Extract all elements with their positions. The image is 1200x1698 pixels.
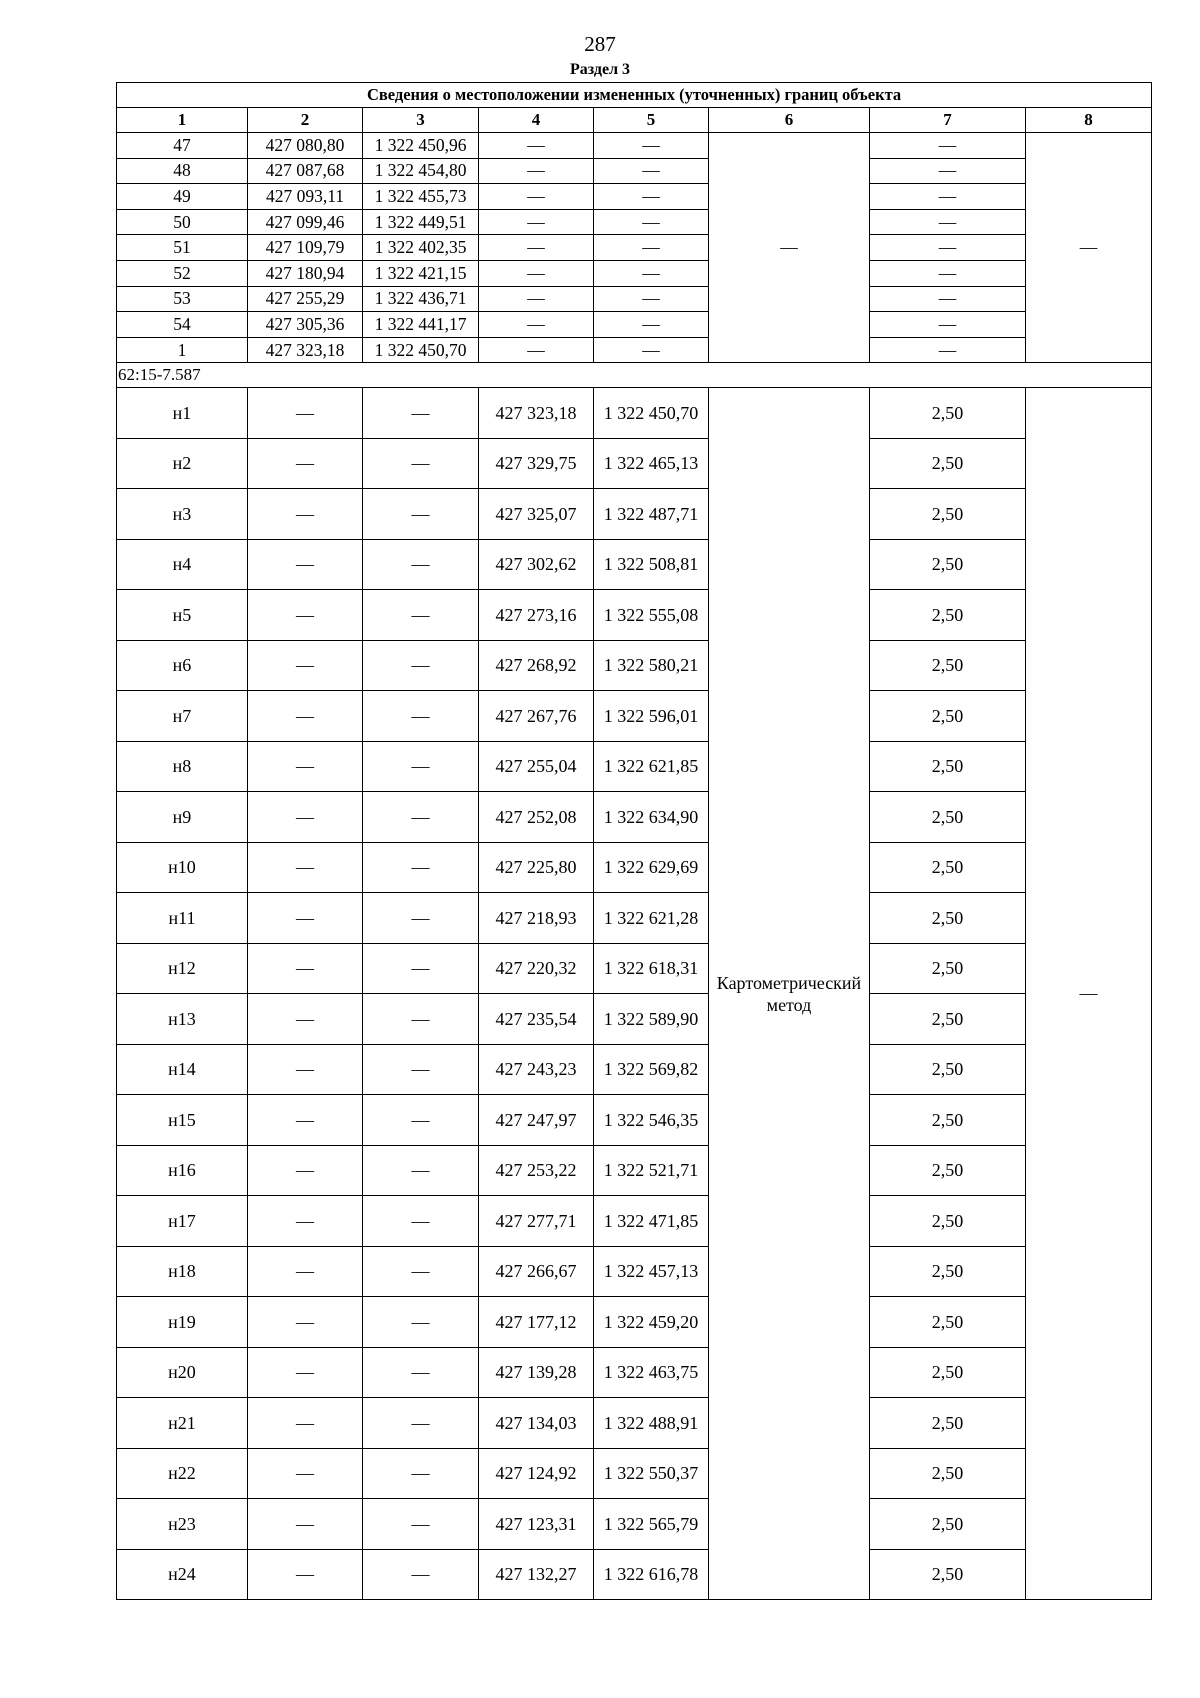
table-row (117, 994, 1152, 1045)
accuracy-cell: 2,50 (870, 994, 1026, 1045)
point-number-cell: 53 (117, 286, 248, 312)
existing-x-cell: — (248, 792, 363, 843)
table-row (117, 388, 1152, 439)
table-row (117, 1145, 1152, 1196)
point-number-cell: н4 (117, 539, 248, 590)
existing-x-cell: — (248, 1398, 363, 1449)
new-x-cell: 427 139,28 (479, 1347, 594, 1398)
existing-x-cell: — (248, 1549, 363, 1600)
existing-y-cell: — (363, 1297, 479, 1348)
new-y-cell: 1 322 465,13 (594, 438, 709, 489)
table-row (117, 438, 1152, 489)
accuracy-cell: 2,50 (870, 1398, 1026, 1449)
existing-y-cell: — (363, 1448, 479, 1499)
description-cell: — (1026, 388, 1152, 1600)
point-number-cell: н11 (117, 893, 248, 944)
accuracy-cell: 2,50 (870, 640, 1026, 691)
accuracy-cell: 2,50 (870, 489, 1026, 540)
table-row (117, 640, 1152, 691)
point-number-cell: н23 (117, 1499, 248, 1550)
existing-y-cell: — (363, 943, 479, 994)
point-number-cell: н13 (117, 994, 248, 1045)
method-cell: Картометрический метод (709, 388, 870, 1600)
existing-x-cell: — (248, 1044, 363, 1095)
new-y-cell: — (594, 235, 709, 261)
column-header: 8 (1026, 108, 1152, 133)
new-y-cell: — (594, 209, 709, 235)
new-y-cell: — (594, 133, 709, 159)
accuracy-cell: 2,50 (870, 1347, 1026, 1398)
column-header: 4 (479, 108, 594, 133)
new-x-cell: — (479, 209, 594, 235)
new-x-cell: 427 323,18 (479, 388, 594, 439)
existing-x-cell: — (248, 994, 363, 1045)
existing-y-cell: — (363, 842, 479, 893)
new-x-cell: 427 218,93 (479, 893, 594, 944)
new-y-cell: 1 322 546,35 (594, 1095, 709, 1146)
table-row (117, 1095, 1152, 1146)
new-y-cell: — (594, 312, 709, 338)
new-y-cell: 1 322 616,78 (594, 1549, 709, 1600)
point-number-cell: 54 (117, 312, 248, 338)
existing-y-cell: — (363, 893, 479, 944)
new-x-cell: 427 247,97 (479, 1095, 594, 1146)
new-x-cell: 427 255,04 (479, 741, 594, 792)
accuracy-cell: 2,50 (870, 792, 1026, 843)
table-row (117, 691, 1152, 742)
existing-y-cell: — (363, 590, 479, 641)
existing-y-cell: — (363, 1398, 479, 1449)
point-number-cell: н2 (117, 438, 248, 489)
new-y-cell: 1 322 555,08 (594, 590, 709, 641)
new-x-cell: — (479, 184, 594, 210)
existing-x-cell: 427 087,68 (248, 158, 363, 184)
new-y-cell: 1 322 508,81 (594, 539, 709, 590)
point-number-cell: 50 (117, 209, 248, 235)
method-cell: — (709, 133, 870, 363)
accuracy-cell: 2,50 (870, 943, 1026, 994)
new-y-cell: 1 322 521,71 (594, 1145, 709, 1196)
point-number-cell: н14 (117, 1044, 248, 1095)
accuracy-cell: — (870, 337, 1026, 363)
new-x-cell: 427 177,12 (479, 1297, 594, 1348)
accuracy-cell: — (870, 235, 1026, 261)
accuracy-cell: — (870, 133, 1026, 159)
table-row (117, 590, 1152, 641)
new-y-cell: 1 322 450,70 (594, 388, 709, 439)
new-y-cell: — (594, 158, 709, 184)
existing-x-cell: 427 080,80 (248, 133, 363, 159)
new-y-cell: 1 322 550,37 (594, 1448, 709, 1499)
existing-y-cell: — (363, 1347, 479, 1398)
table-row (117, 1499, 1152, 1550)
column-header: 2 (248, 108, 363, 133)
new-y-cell: 1 322 463,75 (594, 1347, 709, 1398)
new-y-cell: — (594, 337, 709, 363)
new-y-cell: 1 322 569,82 (594, 1044, 709, 1095)
new-y-cell: 1 322 487,71 (594, 489, 709, 540)
column-header: 3 (363, 108, 479, 133)
existing-x-cell: — (248, 1347, 363, 1398)
existing-x-cell: — (248, 1499, 363, 1550)
boundary-table (116, 82, 1152, 1600)
existing-y-cell: 1 322 454,80 (363, 158, 479, 184)
existing-y-cell: — (363, 388, 479, 439)
new-x-cell: 427 132,27 (479, 1549, 594, 1600)
new-x-cell: 427 253,22 (479, 1145, 594, 1196)
point-number-cell: 47 (117, 133, 248, 159)
new-y-cell: 1 322 580,21 (594, 640, 709, 691)
existing-y-cell: — (363, 792, 479, 843)
existing-x-cell: — (248, 1246, 363, 1297)
accuracy-cell: — (870, 286, 1026, 312)
new-y-cell: 1 322 621,85 (594, 741, 709, 792)
existing-x-cell: — (248, 893, 363, 944)
accuracy-cell: — (870, 312, 1026, 338)
table-row (117, 1044, 1152, 1095)
new-x-cell: 427 243,23 (479, 1044, 594, 1095)
accuracy-cell: 2,50 (870, 1448, 1026, 1499)
existing-x-cell: 427 093,11 (248, 184, 363, 210)
new-x-cell: 427 124,92 (479, 1448, 594, 1499)
new-y-cell: 1 322 589,90 (594, 994, 709, 1045)
accuracy-cell: 2,50 (870, 842, 1026, 893)
point-number-cell: н19 (117, 1297, 248, 1348)
existing-y-cell: — (363, 539, 479, 590)
new-y-cell: 1 322 488,91 (594, 1398, 709, 1449)
existing-y-cell: 1 322 450,96 (363, 133, 479, 159)
existing-x-cell: 427 255,29 (248, 286, 363, 312)
point-number-cell: 48 (117, 158, 248, 184)
point-number-cell: н5 (117, 590, 248, 641)
accuracy-cell: 2,50 (870, 388, 1026, 439)
point-number-cell: н9 (117, 792, 248, 843)
existing-y-cell: — (363, 1246, 479, 1297)
accuracy-cell: — (870, 158, 1026, 184)
parcel-label: 62:15-7.587 (117, 363, 1152, 388)
table-row (117, 893, 1152, 944)
table-row (117, 133, 1152, 159)
existing-y-cell: — (363, 691, 479, 742)
parcel-row (117, 363, 1152, 388)
new-x-cell: 427 273,16 (479, 590, 594, 641)
page-number: 287 (584, 32, 616, 56)
accuracy-cell: — (870, 260, 1026, 286)
new-x-cell: 427 267,76 (479, 691, 594, 742)
column-header: 7 (870, 108, 1026, 133)
point-number-cell: н22 (117, 1448, 248, 1499)
existing-x-cell: 427 180,94 (248, 260, 363, 286)
column-header-row (117, 108, 1152, 133)
point-number-cell: н16 (117, 1145, 248, 1196)
section-title: Раздел 3 (569, 61, 631, 78)
table-row (117, 1398, 1152, 1449)
accuracy-cell: 2,50 (870, 1095, 1026, 1146)
accuracy-cell: — (870, 184, 1026, 210)
existing-y-cell: — (363, 1549, 479, 1600)
point-number-cell: 1 (117, 337, 248, 363)
new-x-cell: 427 266,67 (479, 1246, 594, 1297)
column-header: 6 (709, 108, 870, 133)
new-x-cell: 427 325,07 (479, 489, 594, 540)
point-number-cell: н17 (117, 1196, 248, 1247)
existing-x-cell: 427 305,36 (248, 312, 363, 338)
new-y-cell: — (594, 260, 709, 286)
new-y-cell: 1 322 596,01 (594, 691, 709, 742)
point-number-cell: н18 (117, 1246, 248, 1297)
table-row (117, 1196, 1152, 1247)
new-x-cell: — (479, 235, 594, 261)
table-row (117, 792, 1152, 843)
table-row (117, 1347, 1152, 1398)
new-y-cell: 1 322 471,85 (594, 1196, 709, 1247)
point-number-cell: н12 (117, 943, 248, 994)
existing-y-cell: — (363, 741, 479, 792)
accuracy-cell: 2,50 (870, 893, 1026, 944)
existing-x-cell: 427 109,79 (248, 235, 363, 261)
table-body (117, 83, 1152, 1600)
point-number-cell: н1 (117, 388, 248, 439)
existing-x-cell: — (248, 388, 363, 439)
column-header: 1 (117, 108, 248, 133)
new-y-cell: 1 322 634,90 (594, 792, 709, 843)
accuracy-cell: 2,50 (870, 1499, 1026, 1550)
accuracy-cell: — (870, 209, 1026, 235)
table-row (117, 1549, 1152, 1600)
new-y-cell: — (594, 184, 709, 210)
description-cell: — (1026, 133, 1152, 363)
accuracy-cell: 2,50 (870, 1044, 1026, 1095)
new-x-cell: 427 268,92 (479, 640, 594, 691)
new-y-cell: 1 322 618,31 (594, 943, 709, 994)
existing-y-cell: 1 322 436,71 (363, 286, 479, 312)
existing-x-cell: — (248, 438, 363, 489)
accuracy-cell: 2,50 (870, 1297, 1026, 1348)
point-number-cell: н7 (117, 691, 248, 742)
accuracy-cell: 2,50 (870, 691, 1026, 742)
existing-x-cell: — (248, 1297, 363, 1348)
point-number-cell: н3 (117, 489, 248, 540)
table-title: Сведения о местоположении измененных (уточненных) границ объекта (117, 83, 1152, 108)
table-row (117, 158, 1152, 184)
accuracy-cell: 2,50 (870, 539, 1026, 590)
existing-x-cell: — (248, 1448, 363, 1499)
existing-y-cell: 1 322 402,35 (363, 235, 479, 261)
existing-y-cell: 1 322 449,51 (363, 209, 479, 235)
new-x-cell: — (479, 337, 594, 363)
existing-y-cell: — (363, 1145, 479, 1196)
new-x-cell: — (479, 260, 594, 286)
point-number-cell: н15 (117, 1095, 248, 1146)
existing-y-cell: — (363, 1499, 479, 1550)
new-x-cell: 427 302,62 (479, 539, 594, 590)
new-x-cell: 427 134,03 (479, 1398, 594, 1449)
table-row (117, 539, 1152, 590)
existing-x-cell: 427 323,18 (248, 337, 363, 363)
table-row (117, 1246, 1152, 1297)
existing-y-cell: — (363, 1044, 479, 1095)
new-y-cell: 1 322 457,13 (594, 1246, 709, 1297)
table-row (117, 260, 1152, 286)
existing-y-cell: 1 322 455,73 (363, 184, 479, 210)
new-y-cell: 1 322 629,69 (594, 842, 709, 893)
existing-y-cell: — (363, 640, 479, 691)
existing-x-cell: — (248, 640, 363, 691)
new-x-cell: 427 220,32 (479, 943, 594, 994)
accuracy-cell: 2,50 (870, 1246, 1026, 1297)
table-row (117, 337, 1152, 363)
accuracy-cell: 2,50 (870, 1145, 1026, 1196)
new-x-cell: 427 252,08 (479, 792, 594, 843)
existing-x-cell: — (248, 741, 363, 792)
new-x-cell: 427 235,54 (479, 994, 594, 1045)
table-row (117, 1297, 1152, 1348)
accuracy-cell: 2,50 (870, 1196, 1026, 1247)
point-number-cell: н10 (117, 842, 248, 893)
existing-x-cell: 427 099,46 (248, 209, 363, 235)
column-header: 5 (594, 108, 709, 133)
point-number-cell: 51 (117, 235, 248, 261)
existing-y-cell: 1 322 450,70 (363, 337, 479, 363)
existing-y-cell: — (363, 438, 479, 489)
existing-y-cell: 1 322 421,15 (363, 260, 479, 286)
existing-x-cell: — (248, 539, 363, 590)
table-row (117, 489, 1152, 540)
new-x-cell: — (479, 286, 594, 312)
accuracy-cell: 2,50 (870, 438, 1026, 489)
table-row (117, 842, 1152, 893)
existing-x-cell: — (248, 943, 363, 994)
new-y-cell: 1 322 459,20 (594, 1297, 709, 1348)
new-x-cell: 427 277,71 (479, 1196, 594, 1247)
new-x-cell: 427 123,31 (479, 1499, 594, 1550)
table-row (117, 286, 1152, 312)
existing-x-cell: — (248, 489, 363, 540)
table-title-row (117, 83, 1152, 108)
new-x-cell: — (479, 133, 594, 159)
new-x-cell: — (479, 312, 594, 338)
point-number-cell: н6 (117, 640, 248, 691)
existing-y-cell: 1 322 441,17 (363, 312, 479, 338)
point-number-cell: н24 (117, 1549, 248, 1600)
existing-y-cell: — (363, 994, 479, 1045)
existing-x-cell: — (248, 1145, 363, 1196)
table-row (117, 312, 1152, 338)
existing-x-cell: — (248, 1095, 363, 1146)
new-y-cell: 1 322 565,79 (594, 1499, 709, 1550)
existing-y-cell: — (363, 1095, 479, 1146)
point-number-cell: 49 (117, 184, 248, 210)
point-number-cell: н20 (117, 1347, 248, 1398)
table-row (117, 184, 1152, 210)
point-number-cell: н21 (117, 1398, 248, 1449)
accuracy-cell: 2,50 (870, 1549, 1026, 1600)
existing-y-cell: — (363, 1196, 479, 1247)
point-number-cell: н8 (117, 741, 248, 792)
point-number-cell: 52 (117, 260, 248, 286)
new-x-cell: — (479, 158, 594, 184)
existing-x-cell: — (248, 590, 363, 641)
table-row (117, 741, 1152, 792)
existing-y-cell: — (363, 489, 479, 540)
accuracy-cell: 2,50 (870, 590, 1026, 641)
new-x-cell: 427 225,80 (479, 842, 594, 893)
existing-x-cell: — (248, 1196, 363, 1247)
new-y-cell: 1 322 621,28 (594, 893, 709, 944)
table-row (117, 1448, 1152, 1499)
table-row (117, 209, 1152, 235)
accuracy-cell: 2,50 (870, 741, 1026, 792)
table-row (117, 943, 1152, 994)
existing-x-cell: — (248, 691, 363, 742)
table-row (117, 235, 1152, 261)
new-x-cell: 427 329,75 (479, 438, 594, 489)
existing-x-cell: — (248, 842, 363, 893)
new-y-cell: — (594, 286, 709, 312)
